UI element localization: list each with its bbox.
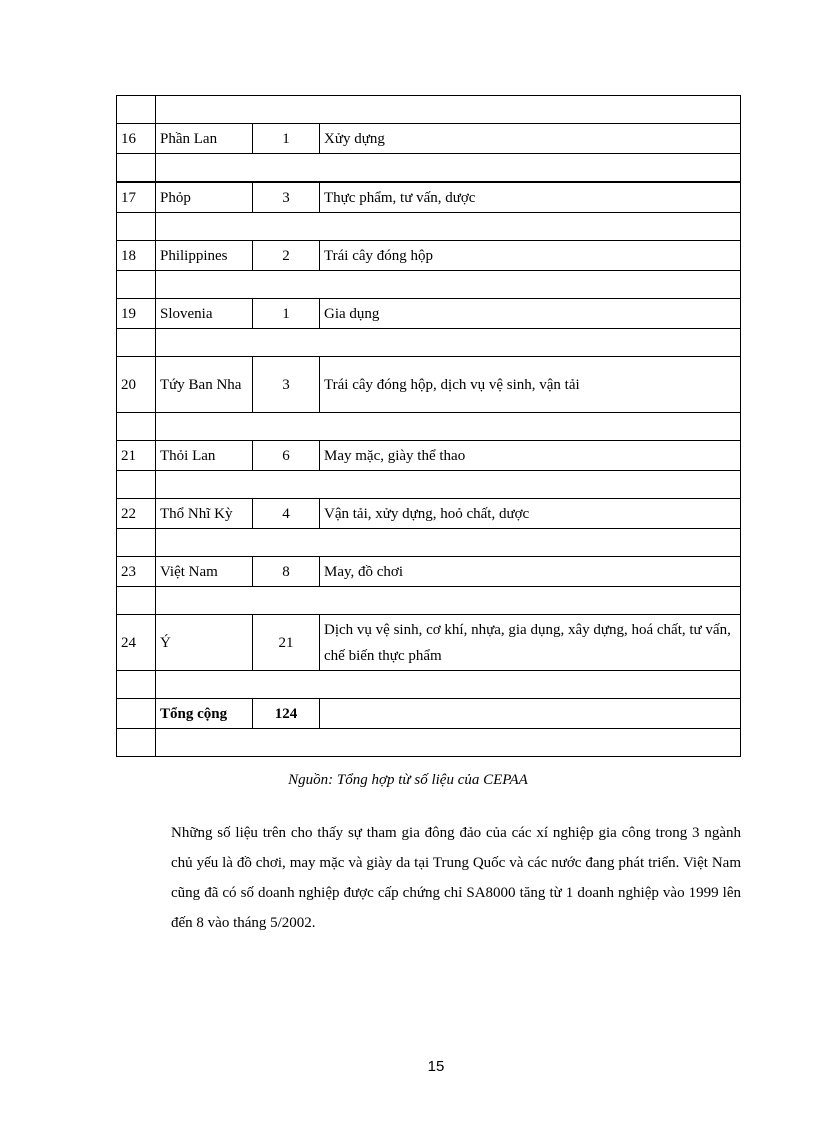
country-name: Thổ Nhĩ Kỳ bbox=[156, 499, 253, 529]
source-caption: Nguồn: Tổng hợp từ số liệu của CEPAA bbox=[288, 772, 528, 788]
enterprise-count: 1 bbox=[253, 299, 320, 329]
table-separator-row bbox=[117, 329, 741, 357]
table-separator-row bbox=[117, 587, 741, 615]
page-number: 15 bbox=[427, 1058, 445, 1075]
enterprise-count: 1 bbox=[253, 124, 320, 154]
row-number: 24 bbox=[117, 615, 156, 671]
table-separator-row bbox=[117, 271, 741, 299]
country-name: Phần Lan bbox=[156, 124, 253, 154]
industry-list: Trái cây đóng hộp bbox=[320, 241, 741, 271]
table-row bbox=[117, 182, 741, 213]
enterprise-count: 4 bbox=[253, 499, 320, 529]
enterprise-count: 21 bbox=[253, 615, 320, 671]
table-separator-row bbox=[117, 213, 741, 241]
table-separator-row bbox=[117, 671, 741, 699]
table-row bbox=[117, 615, 741, 671]
table-separator-row bbox=[117, 154, 741, 183]
industry-list: Dịch vụ vệ sinh, cơ khí, nhựa, gia dụng, xây dựng, hoá chất, tư vấn, chế biến thực phẩm bbox=[320, 615, 741, 671]
table-row bbox=[117, 499, 741, 529]
row-number: 16 bbox=[117, 124, 156, 154]
statistics-table bbox=[116, 95, 741, 757]
table-separator-row bbox=[117, 471, 741, 499]
industry-list: Vận tải, xửy dựng, hoỏ chất, dược bbox=[320, 499, 741, 529]
table-row bbox=[117, 241, 741, 271]
row-number: 22 bbox=[117, 499, 156, 529]
row-number: 20 bbox=[117, 357, 156, 413]
industry-list: Xửy dựng bbox=[320, 124, 741, 154]
country-name: Slovenia bbox=[156, 299, 253, 329]
row-number: 17 bbox=[117, 182, 156, 213]
table-row bbox=[117, 557, 741, 587]
table-separator-row bbox=[117, 529, 741, 557]
industry-list: May, đồ chơi bbox=[320, 557, 741, 587]
table-row bbox=[117, 124, 741, 154]
enterprise-count: 3 bbox=[253, 182, 320, 213]
body-paragraph: Những số liệu trên cho thấy sự tham gia đông đảo của các xí nghiệp gia công trong 3 ngành chủ yếu là đồ chơi, may mặc và giày da tại Trung Quốc và các nước đang phát triển. Việt Nam cũng đã có số doanh nghiệp được cấp chứng chỉ SA8000 tăng từ 1 doanh nghiệp vào 1999 lên đến 8 vào tháng 5/2002. bbox=[171, 825, 741, 931]
table-separator-row bbox=[117, 413, 741, 441]
country-name: Philippines bbox=[156, 241, 253, 271]
table-separator-row bbox=[117, 96, 741, 124]
row-number: 21 bbox=[117, 441, 156, 471]
table-row bbox=[117, 299, 741, 329]
industry-list: Trái cây đóng hộp, dịch vụ vệ sinh, vận tải bbox=[320, 357, 741, 413]
enterprise-count: 8 bbox=[253, 557, 320, 587]
enterprise-count: 6 bbox=[253, 441, 320, 471]
country-name: Ý bbox=[156, 615, 253, 671]
row-number: 19 bbox=[117, 299, 156, 329]
total-label: Tổng cộng bbox=[156, 699, 253, 729]
industry-list: Thực phẩm, tư vấn, dược bbox=[320, 182, 741, 213]
industry-list: Gia dụng bbox=[320, 299, 741, 329]
total-row bbox=[117, 699, 741, 729]
table-row bbox=[117, 441, 741, 471]
table-row bbox=[117, 357, 741, 413]
row-number: 18 bbox=[117, 241, 156, 271]
enterprise-count: 2 bbox=[253, 241, 320, 271]
total-empty-cell bbox=[320, 699, 741, 729]
row-number: 23 bbox=[117, 557, 156, 587]
enterprise-count: 3 bbox=[253, 357, 320, 413]
total-value: 124 bbox=[253, 699, 320, 729]
country-name: Phỏp bbox=[156, 182, 253, 213]
country-name: Thỏi Lan bbox=[156, 441, 253, 471]
table-separator-row bbox=[117, 729, 741, 757]
country-name: Tứy Ban Nha bbox=[156, 357, 253, 413]
country-name: Việt Nam bbox=[156, 557, 253, 587]
industry-list: May mặc, giày thể thao bbox=[320, 441, 741, 471]
total-empty-cell bbox=[117, 699, 156, 729]
